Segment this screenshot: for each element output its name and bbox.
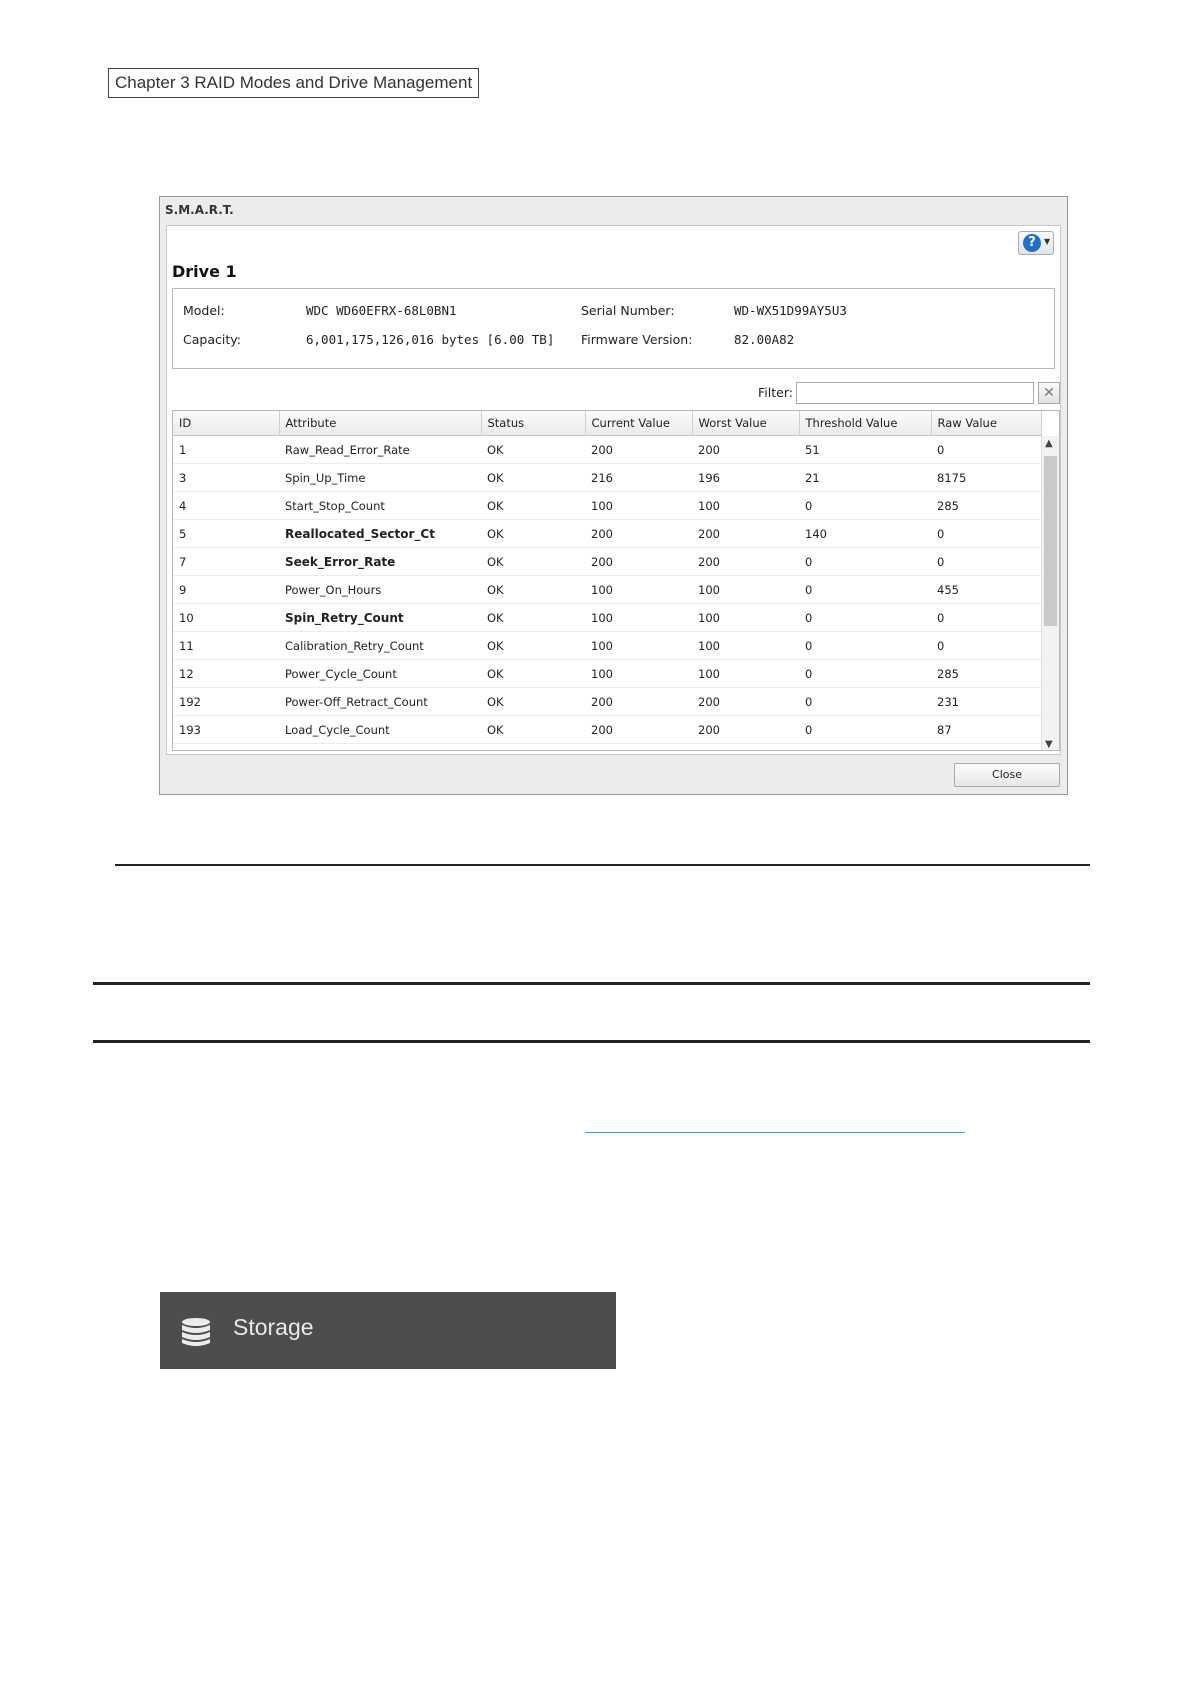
cell-id: 192 — [173, 688, 279, 716]
firmware-label: Firmware Version: — [581, 332, 693, 347]
model-label: Model: — [183, 303, 225, 318]
cell-raw-value: 285 — [931, 660, 1041, 688]
cell-id: 5 — [173, 520, 279, 548]
cell-threshold-value: 21 — [799, 464, 931, 492]
firmware-value: 82.00A82 — [734, 332, 795, 347]
scroll-down-icon[interactable]: ▼ — [1045, 739, 1053, 750]
cell-id: 12 — [173, 660, 279, 688]
cell-raw-value: 0 — [931, 632, 1041, 660]
cell-worst-value: 200 — [692, 548, 799, 576]
cell-id: 3 — [173, 464, 279, 492]
column-header-id[interactable]: ID — [173, 411, 279, 436]
table-row[interactable] — [173, 716, 1041, 744]
cell-current-value: 200 — [585, 520, 692, 548]
model-value: WDC WD60EFRX-68L0BN1 — [306, 303, 457, 318]
cell-status: OK — [481, 464, 585, 492]
cell-current-value: 100 — [585, 632, 692, 660]
heading-rule-bottom — [93, 1040, 1090, 1043]
cell-threshold-value: 0 — [799, 688, 931, 716]
cell-current-value: 200 — [585, 716, 692, 744]
filter-clear-button[interactable] — [1038, 382, 1060, 404]
cell-raw-value: 0 — [931, 548, 1041, 576]
cell-current-value: 100 — [585, 576, 692, 604]
column-header-threshold-value[interactable]: Threshold Value — [799, 411, 931, 436]
drive-info-panel — [172, 288, 1055, 369]
cell-status: OK — [481, 604, 585, 632]
cell-threshold-value: 0 — [799, 632, 931, 660]
cell-id: 193 — [173, 716, 279, 744]
cell-current-value: 200 — [585, 436, 692, 464]
cell-status: OK — [481, 688, 585, 716]
cell-raw-value: 0 — [931, 436, 1041, 464]
cell-id: 7 — [173, 548, 279, 576]
column-header-current-value[interactable]: Current Value — [585, 411, 692, 436]
storage-menu-bar[interactable] — [160, 1292, 616, 1369]
cell-current-value: 216 — [585, 464, 692, 492]
dialog-body — [166, 225, 1061, 755]
drive-title: Drive 1 — [172, 262, 237, 281]
chevron-down-icon: ▼ — [1044, 237, 1051, 246]
filter-input[interactable] — [796, 382, 1034, 404]
cell-status: OK — [481, 492, 585, 520]
cell-status: OK — [481, 632, 585, 660]
table-row[interactable] — [173, 660, 1041, 688]
cell-worst-value: 100 — [692, 576, 799, 604]
serial-label: Serial Number: — [581, 303, 675, 318]
cell-worst-value: 196 — [692, 464, 799, 492]
table-row[interactable] — [173, 520, 1041, 548]
cell-threshold-value: 0 — [799, 576, 931, 604]
dialog-title: S.M.A.R.T. — [165, 203, 234, 217]
cell-current-value: 200 — [585, 688, 692, 716]
capacity-label: Capacity: — [183, 332, 241, 347]
capacity-value: 6,001,175,126,016 bytes [6.00 TB] — [306, 332, 555, 347]
section-divider — [115, 864, 1090, 866]
cell-raw-value: 455 — [931, 576, 1041, 604]
filter-label: Filter: — [758, 385, 793, 400]
table-row[interactable] — [173, 688, 1041, 716]
close-button[interactable]: Close — [954, 763, 1060, 787]
cell-threshold-value: 0 — [799, 492, 931, 520]
column-header-status[interactable]: Status — [481, 411, 585, 436]
cell-worst-value: 100 — [692, 632, 799, 660]
cell-status: OK — [481, 576, 585, 604]
cell-worst-value: 200 — [692, 688, 799, 716]
table-row[interactable] — [173, 464, 1041, 492]
cell-raw-value: 8175 — [931, 464, 1041, 492]
cell-status: OK — [481, 548, 585, 576]
cell-attribute: Spin_Retry_Count — [279, 604, 481, 632]
smart-attribute-grid — [172, 410, 1060, 751]
cell-attribute: Seek_Error_Rate — [279, 548, 481, 576]
cell-worst-value: 200 — [692, 436, 799, 464]
cell-status: OK — [481, 716, 585, 744]
table-row[interactable] — [173, 492, 1041, 520]
cell-id: 9 — [173, 576, 279, 604]
cell-id: 11 — [173, 632, 279, 660]
table-row[interactable] — [173, 632, 1041, 660]
cell-worst-value: 100 — [692, 660, 799, 688]
cell-attribute: Power_Cycle_Count — [279, 660, 481, 688]
table-row[interactable] — [173, 548, 1041, 576]
smart-dialog — [159, 196, 1068, 795]
column-header-attribute[interactable]: Attribute — [279, 411, 481, 436]
cell-status: OK — [481, 436, 585, 464]
cell-threshold-value: 0 — [799, 548, 931, 576]
close-icon: ✕ — [1043, 385, 1055, 401]
scrollbar-thumb[interactable] — [1044, 456, 1057, 626]
cell-raw-value: 231 — [931, 688, 1041, 716]
cell-current-value: 100 — [585, 604, 692, 632]
cell-id: 1 — [173, 436, 279, 464]
cell-threshold-value: 0 — [799, 604, 931, 632]
cell-attribute: Spin_Up_Time — [279, 464, 481, 492]
grid-scrollbar[interactable] — [1041, 436, 1059, 751]
cell-attribute: Power-Off_Retract_Count — [279, 688, 481, 716]
cell-attribute: Raw_Read_Error_Rate — [279, 436, 481, 464]
table-row[interactable] — [173, 576, 1041, 604]
cell-threshold-value: 51 — [799, 436, 931, 464]
cell-worst-value: 200 — [692, 716, 799, 744]
cell-threshold-value: 140 — [799, 520, 931, 548]
cell-status: OK — [481, 660, 585, 688]
cell-current-value: 100 — [585, 492, 692, 520]
cell-threshold-value: 0 — [799, 660, 931, 688]
cell-current-value: 200 — [585, 548, 692, 576]
cell-attribute: Calibration_Retry_Count — [279, 632, 481, 660]
cell-status: OK — [481, 520, 585, 548]
cell-id: 10 — [173, 604, 279, 632]
cell-attribute: Load_Cycle_Count — [279, 716, 481, 744]
cell-raw-value: 0 — [931, 604, 1041, 632]
question-circle-icon: ? — [1023, 234, 1041, 252]
cell-attribute: Power_On_Hours — [279, 576, 481, 604]
table-row[interactable] — [173, 604, 1041, 632]
cell-attribute: Reallocated_Sector_Ct — [279, 520, 481, 548]
cell-id: 4 — [173, 492, 279, 520]
cell-attribute: Start_Stop_Count — [279, 492, 481, 520]
database-icon — [180, 1316, 212, 1348]
cell-raw-value: 0 — [931, 520, 1041, 548]
chapter-heading: Chapter 3 RAID Modes and Drive Management — [108, 68, 479, 98]
column-header-raw-value[interactable]: Raw Value — [931, 411, 1041, 436]
cell-worst-value: 100 — [692, 492, 799, 520]
heading-rule-top — [93, 982, 1090, 985]
cell-raw-value: 285 — [931, 492, 1041, 520]
column-header-worst-value[interactable]: Worst Value — [692, 411, 799, 436]
cell-worst-value: 100 — [692, 604, 799, 632]
help-button[interactable] — [1018, 231, 1054, 255]
cell-threshold-value: 0 — [799, 716, 931, 744]
storage-label: Storage — [233, 1314, 314, 1340]
hyperlink-underline[interactable] — [585, 1132, 965, 1133]
scroll-up-icon[interactable]: ▲ — [1045, 438, 1053, 449]
grid-header-row — [173, 411, 1041, 436]
cell-raw-value: 87 — [931, 716, 1041, 744]
cell-current-value: 100 — [585, 660, 692, 688]
table-row[interactable] — [173, 436, 1041, 464]
grid-body — [173, 436, 1041, 744]
serial-value: WD-WX51D99AY5U3 — [734, 303, 847, 318]
cell-worst-value: 200 — [692, 520, 799, 548]
